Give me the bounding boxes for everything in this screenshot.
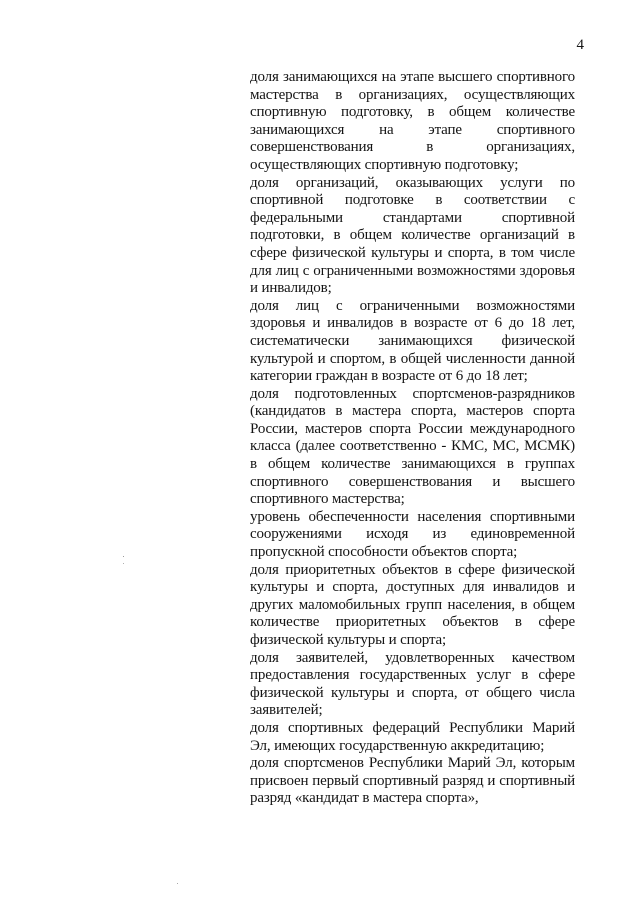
paragraph-6: доля приоритетных объектов в сфере физической культуры и спорта, доступных для инвалидов и других маломобильных групп населения, в общем количестве приоритетных объектов в сфере физической культуры и спорта; (250, 561, 575, 648)
paragraph-9: доля спортсменов Республики Марий Эл, которым присвоен первый спортивный разряд и спортивный разряд «кандидат в мастера спорта», (250, 755, 575, 807)
paragraph-5: уровень обеспеченности населения спортивными сооружениями исходя из единовременной пропускной способности объектов спорта; (250, 508, 575, 561)
scan-speck (123, 556, 124, 557)
paragraph-1: доля занимающихся на этапе высшего спортивного мастерства в организациях, осуществляющих спортивную подготовку, в общем количестве занимающихся на этапе спортивного совершенствования в организациях, осуществляющих спортивную подготовку; (250, 69, 575, 173)
page-number: 4 (576, 37, 584, 53)
paragraph-8: доля спортивных федераций Республики Марий Эл, имеющих государственную аккредитацию; (250, 719, 575, 754)
paragraph-4: доля подготовленных спортсменов-разрядников (кандидатов в мастера спорта, мастеров спорта России, мастеров спорта России международного класса (далее соответственно - КМС, МС, МСМК) в общем количестве занимающихся в группах спортивного совершенствования и высшего спортивного мастерства; (250, 385, 575, 508)
scan-speck (123, 563, 124, 564)
paragraph-3: доля лиц с ограниченными возможностями здоровья и инвалидов в возрасте от 6 до 18 лет, систематически занимающихся физической культурой и спортом, в общей численности данной категории граждан в возрасте от 6 до 18 лет; (250, 297, 575, 385)
paragraph-2: доля организаций, оказывающих услуги по спортивной подготовке в соответствии с федеральными стандартами спортивной подготовки, в общем количестве организаций в сфере физической культуры и спорта, в том числе для лиц с ограниченными возможностями здоровья и инвалидов; (250, 174, 575, 297)
paragraph-7: доля заявителей, удовлетворенных качеством предоставления государственных услуг в сфере физической культуры и спорта, от общего числа заявителей; (250, 649, 575, 719)
body-text (250, 69, 575, 808)
scan-speck (177, 883, 178, 884)
